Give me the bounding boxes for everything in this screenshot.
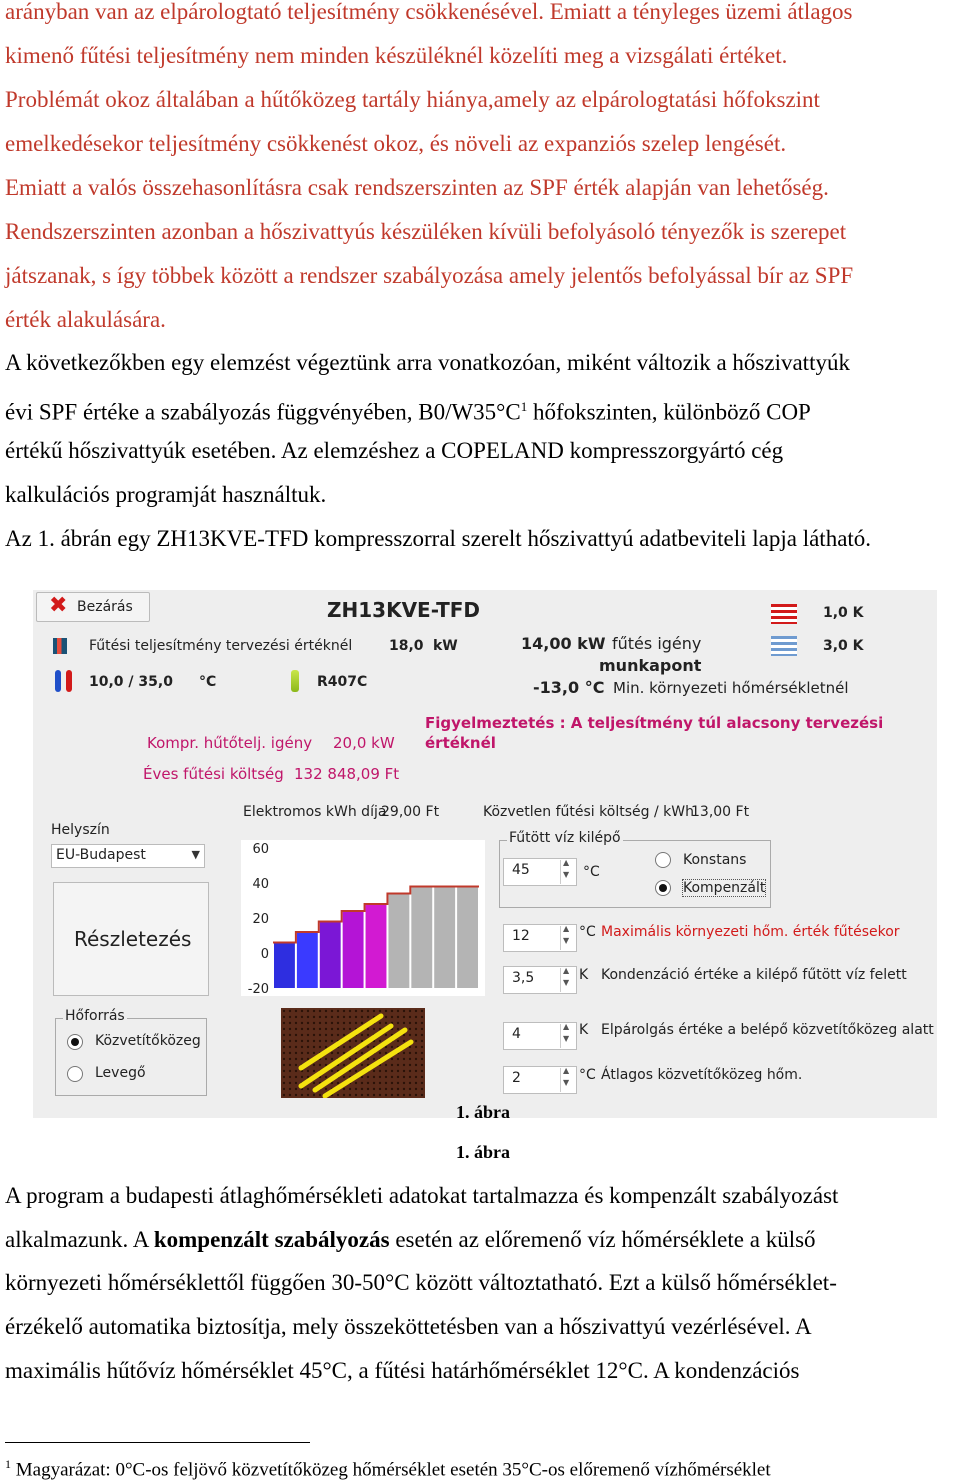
chart-bar xyxy=(434,887,455,989)
text-segment: alkalmazunk. A xyxy=(5,1227,154,1252)
footnote-text: Magyarázat: 0°C-os feljövő közvetítőközeg hőmérséklet esetén 35°C-os előremenő vízhőmérséklet xyxy=(11,1459,771,1481)
stepper-arrows-icon[interactable] xyxy=(560,926,575,950)
spf-bar-chart xyxy=(241,840,485,996)
outlet-water-unit: °C xyxy=(583,864,600,880)
radio-compensated[interactable] xyxy=(655,880,671,896)
warning-line-2: értéknél xyxy=(425,734,496,752)
annual-cost-label: Éves fűtési költség xyxy=(143,765,284,783)
location-select[interactable] xyxy=(51,844,205,868)
model-title: ZH13KVE-TFD xyxy=(327,598,480,622)
close-icon: ✖ xyxy=(49,593,68,618)
text-line: A program a budapesti átlaghőmérsékleti adatokat tartalmazza és kompenzált szabályozást xyxy=(5,1183,839,1208)
chart-bar xyxy=(366,904,387,988)
thermometer-icon xyxy=(66,670,72,692)
stepper-value: 45 xyxy=(512,862,530,878)
stepper-value: 4 xyxy=(512,1026,521,1042)
condensation-stepper[interactable] xyxy=(503,966,577,994)
text-line: értékű hőszivattyúk esetében. Az elemzéshez a COPELAND kompresszorgyártó cég xyxy=(5,438,784,463)
mode-option-2: Kompenzált xyxy=(683,880,766,896)
text-line: érzékelő automatika biztosítja, mely összeköttetésben van a hőszivattyú vezérlésével. A xyxy=(5,1314,812,1339)
heat-source-label: Hőforrás xyxy=(65,1008,125,1024)
stepper-value: 3,5 xyxy=(512,970,535,986)
stepper-arrows-icon[interactable] xyxy=(560,860,575,884)
outlet-water-stepper[interactable] xyxy=(503,858,577,886)
mode-option-1: Konstans xyxy=(683,852,747,868)
details-button[interactable] xyxy=(53,882,209,996)
compr-label: Kompr. hűtőtelj. igény xyxy=(147,734,313,752)
text-line: Problémát okoz általában a hűtőközeg tartály hiánya,amely az elpárologtatási hőfokszint xyxy=(5,87,820,112)
param-label: Kondenzáció értéke a kilépő fűtött víz felett xyxy=(601,967,907,983)
chart-bar xyxy=(320,922,341,989)
details-label: Részletezés xyxy=(74,927,192,951)
text-line: arányban van az elpárologtató teljesítmény csökkenésével. Emiatt a tényleges üzemi átlagos xyxy=(5,0,853,24)
location-label: Helyszín xyxy=(51,822,110,838)
param-label: Átlagos közvetítőközeg hőm. xyxy=(601,1067,803,1083)
param-unit: K xyxy=(579,1022,589,1038)
figure-inner-caption: 1. ábra xyxy=(456,1102,510,1122)
stepper-value: 2 xyxy=(512,1070,521,1086)
radio-constant[interactable] xyxy=(655,852,671,868)
temps-value: 10,0 / 35,0 xyxy=(89,674,173,690)
param-unit: K xyxy=(579,967,589,983)
text-line xyxy=(5,392,811,428)
right-value-2: 3,0 K xyxy=(823,638,864,654)
y-tick-label: 60 xyxy=(252,842,269,857)
avg-medium-stepper[interactable] xyxy=(503,1066,577,1094)
location-value: EU-Budapest xyxy=(56,847,146,863)
max-ambient-stepper[interactable] xyxy=(503,924,577,952)
heat-output-icon xyxy=(53,638,67,654)
stepper-arrows-icon[interactable] xyxy=(560,1024,575,1048)
text-line: kalkulációs programját használtuk. xyxy=(5,482,327,507)
text-line: Emiatt a valós összehasonlításra csak rendszerszinten az SPF érték alapján van lehetőség. xyxy=(5,175,829,200)
annual-cost-value: 132 848,09 Ft xyxy=(294,765,400,783)
operating-point-label: munkapont xyxy=(599,656,702,675)
text-line: Az 1. ábrán egy ZH13KVE-TFD kompresszorral szerelt hőszivattyú adatbeviteli lapja látható. xyxy=(5,526,872,551)
text-segment: hőfokszinten, különböző COP xyxy=(527,399,811,425)
compr-value: 20,0 kW xyxy=(333,734,395,752)
evaporation-stepper[interactable] xyxy=(503,1022,577,1050)
param-label: Maximális környezeti hőm. érték fűtésekor xyxy=(601,924,900,940)
text-line: játszanak, s így többek között a rendszer szabályozása amely jelentős befolyással bír az SPF xyxy=(5,263,854,288)
chart-bar xyxy=(343,911,364,988)
stepper-value: 12 xyxy=(512,928,530,944)
elec-price-label: Elektromos kWh díja xyxy=(243,804,387,820)
footnote-ref[interactable]: 1 xyxy=(520,399,528,414)
demand-label: fűtés igény xyxy=(612,634,702,653)
warning-line-1: Figyelmeztetés : A teljesítmény túl alacsony tervezési xyxy=(425,714,884,732)
min-temp-value: -13,0 °C xyxy=(533,678,605,697)
refrigerant-bottle-icon xyxy=(291,670,299,692)
source-option-1: Közvetítőközeg xyxy=(95,1033,201,1049)
param-unit: °C xyxy=(579,924,596,940)
text-line: érték alakulására. xyxy=(5,307,166,332)
refrigerant-value: R407C xyxy=(317,674,368,690)
chart-bar xyxy=(297,932,318,988)
chevron-down-icon: ▼ xyxy=(191,848,200,861)
param-unit: °C xyxy=(579,1067,596,1083)
radio-air[interactable] xyxy=(67,1066,83,1082)
temps-unit: °C xyxy=(199,674,217,690)
figure-screenshot xyxy=(33,590,937,1118)
evaporator-icon xyxy=(771,636,797,656)
thermometer-icon xyxy=(55,670,61,692)
text-bold: kompenzált szabályozás xyxy=(153,1227,390,1252)
design-heat-value: 18,0 xyxy=(389,638,424,654)
y-tick-label: 0 xyxy=(260,947,269,962)
footnote xyxy=(5,1452,771,1482)
text-segment: évi SPF értéke a szabályozás függvényében, B0/W35°C xyxy=(5,399,521,425)
chart-bar xyxy=(411,887,432,989)
text-line: A következőkben egy elemzést végeztünk arra vonatkozóan, miként változik a hőszivattyúk xyxy=(5,350,850,375)
text-line: környezeti hőmérséklettől függően 30-50°C között változtatható. Ezt a külső hőmérséklet- xyxy=(5,1270,837,1295)
text-line: emelkedésekor teljesítmény csökkenést okoz, és növeli az expanziós szelep lengését. xyxy=(5,131,787,156)
direct-cost-label: Közvetlen fűtési költség / kWh xyxy=(483,804,694,820)
text-line xyxy=(5,1225,816,1255)
text-line: maximális hűtővíz hőmérséklet 45°C, a fűtési határhőmérséklet 12°C. A kondenzációs xyxy=(5,1358,800,1383)
close-button[interactable] xyxy=(36,592,150,622)
stepper-arrows-icon[interactable] xyxy=(560,1068,575,1092)
chart-bar xyxy=(388,894,409,989)
figure-caption: 1. ábra xyxy=(456,1142,510,1162)
elec-price-value: 29,00 Ft xyxy=(381,804,440,820)
direct-cost-value: 13,00 Ft xyxy=(691,804,750,820)
design-heat-unit: kW xyxy=(433,638,458,654)
stepper-arrows-icon[interactable] xyxy=(560,968,575,992)
design-heat-label: Fűtési teljesítmény tervezési értéknél xyxy=(89,638,353,654)
right-value-1: 1,0 K xyxy=(823,605,864,621)
heat-exchanger-image xyxy=(281,1008,425,1098)
text-line: Rendszerszinten azonban a hőszivattyús készüléken kívüli befolyásoló tényezők is szerepet xyxy=(5,219,847,244)
min-temp-label: Min. környezeti hőmérsékletnél xyxy=(613,679,849,697)
demand-value: 14,00 kW xyxy=(521,634,606,653)
radio-intermediate-medium[interactable] xyxy=(67,1034,83,1050)
outlet-water-label: Fűtött víz kilépő xyxy=(509,830,621,846)
close-label: Bezárás xyxy=(77,599,133,615)
chart-bar xyxy=(457,887,478,989)
source-option-2: Levegő xyxy=(95,1065,146,1081)
text-segment: esetén az előremenő víz hőmérséklete a külső xyxy=(389,1227,816,1252)
text-line: kimenő fűtési teljesítmény nem minden készüléknél közelíti meg a vizsgálati értéket. xyxy=(5,43,788,68)
chart-bar xyxy=(274,943,295,989)
footnote-separator xyxy=(5,1442,310,1443)
y-tick-label: 20 xyxy=(252,912,269,927)
y-tick-label: 40 xyxy=(252,877,269,892)
footnote-marker: 1 xyxy=(5,1457,11,1471)
param-label: Elpárolgás értéke a belépő közvetítőközeg alatt xyxy=(601,1022,934,1038)
y-tick-label: -20 xyxy=(247,982,269,996)
heat-source-group xyxy=(55,1018,207,1096)
heat-exchanger-icon xyxy=(771,604,797,624)
